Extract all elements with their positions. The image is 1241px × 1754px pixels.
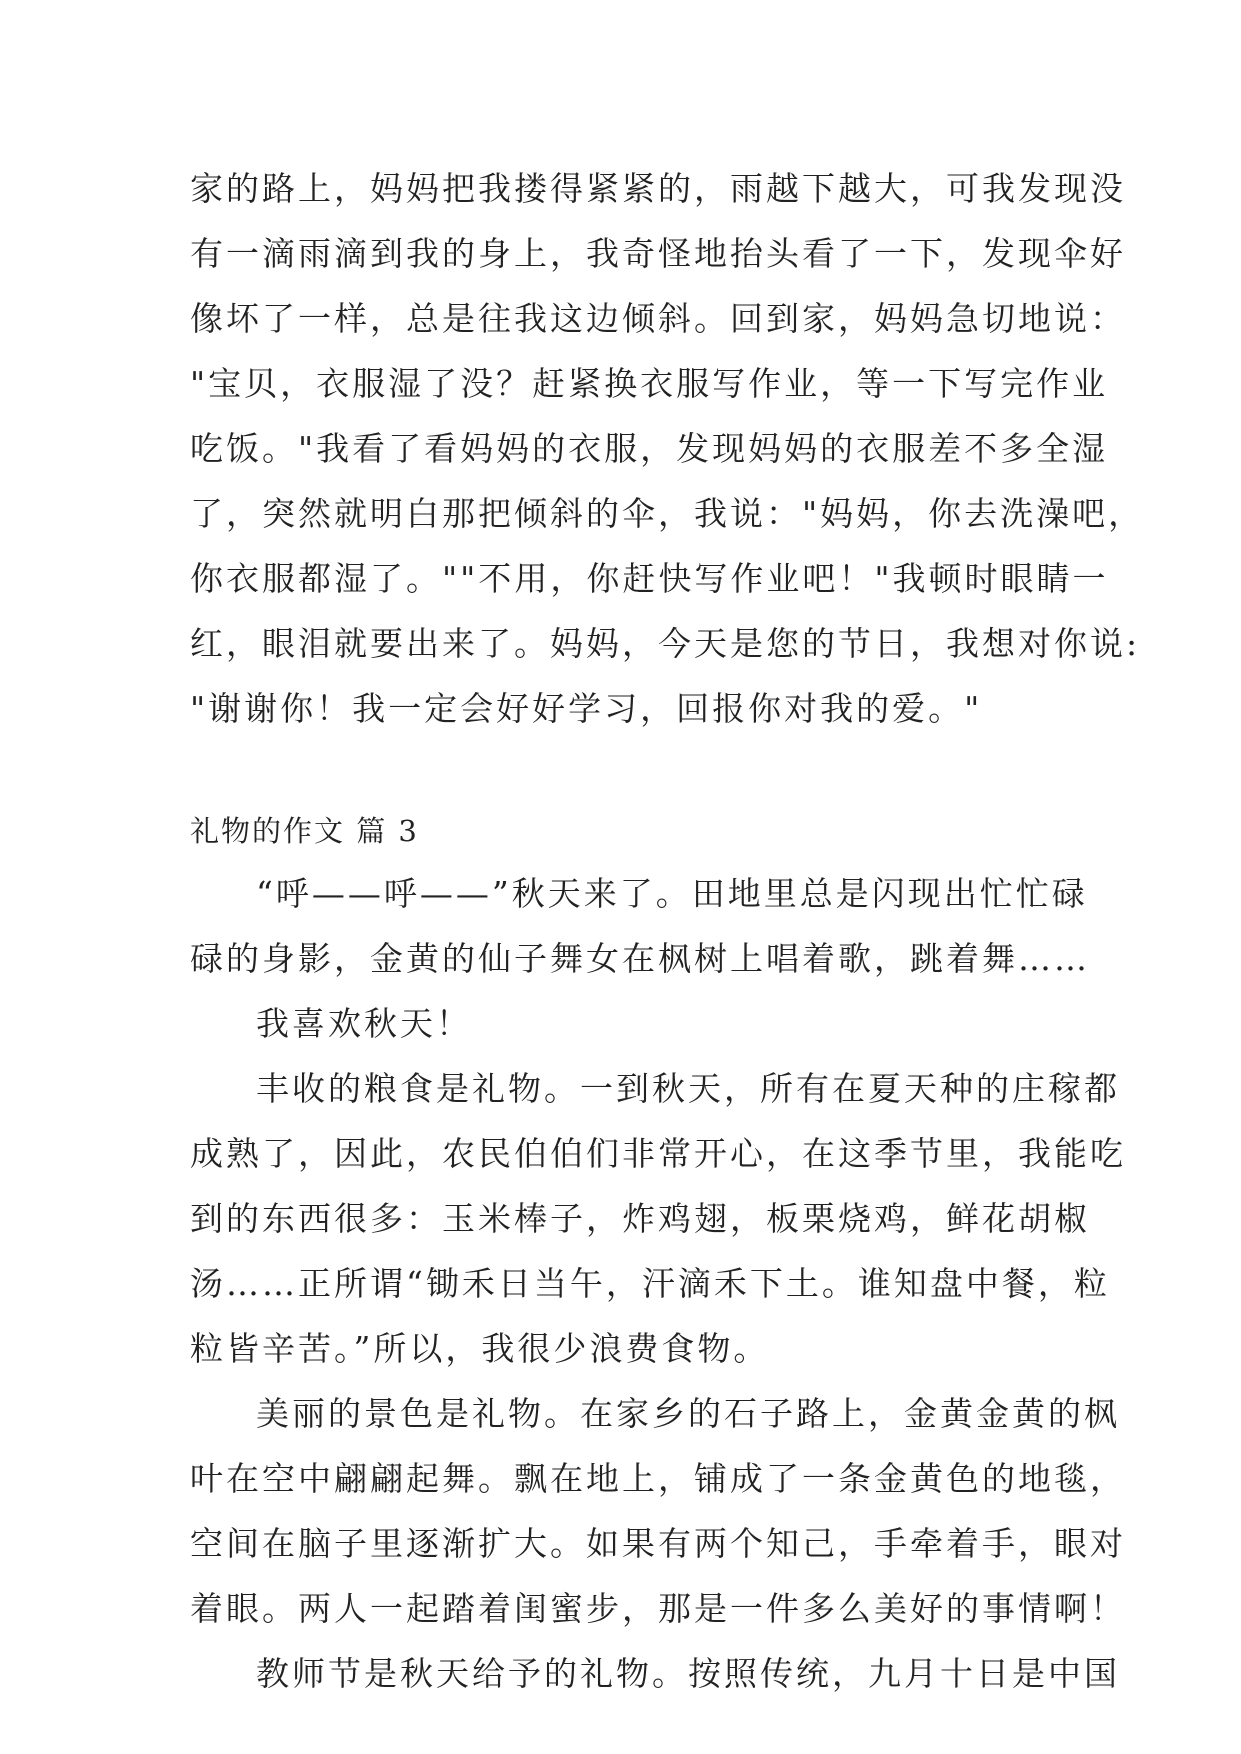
text-line: 汤……正所谓“锄禾日当午，汗滴禾下土。谁知盘中餐，粒 (190, 1264, 1110, 1303)
text-line: 叶在空中翩翩起舞。飘在地上，铺成了一条金黄色的地毯， (190, 1459, 1126, 1498)
text-line: 粒皆辛苦。”所以，我很少浪费食物。 (190, 1329, 770, 1368)
paragraph-like-autumn (190, 991, 1050, 1056)
text-line: 你衣服都湿了。""不用，你赶快写作业吧！"我顿时眼睛一 (190, 559, 1109, 598)
paragraph-rainy-day (190, 156, 1145, 741)
text-line: 红，眼泪就要出来了。妈妈，今天是您的节日，我想对你说: (190, 624, 1141, 663)
text-line: "宝贝，衣服湿了没？赶紧换衣服写作业，等一下写完作业 (190, 364, 1109, 403)
text-line: 美丽的景色是礼物。在家乡的石子路上，金黄金黄的枫 (256, 1394, 1120, 1433)
section-spacer (190, 741, 1050, 801)
text-line: 着眼。两人一起踏着闺蜜步，那是一件多么美好的事情啊！ (190, 1589, 1126, 1628)
text-line: 我喜欢秋天！ (256, 1004, 472, 1043)
paragraph-autumn-intro (190, 861, 1090, 991)
text-line: “呼——呼——”秋天来了。田地里总是闪现出忙忙碌 (256, 874, 1088, 913)
text-line: 像坏了一样，总是往我这边倾斜。回到家，妈妈急切地说： (190, 299, 1126, 338)
document-page (190, 156, 1145, 1706)
text-line: 吃饭。"我看了看妈妈的衣服，发现妈妈的衣服差不多全湿 (190, 429, 1109, 468)
text-line: 教师节是秋天给予的礼物。按照传统，九月十日是中国 (256, 1654, 1120, 1693)
text-line: 有一滴雨滴到我的身上，我奇怪地抬头看了一下，发现伞好 (190, 234, 1126, 273)
text-line: 到的东西很多：玉米棒子，炸鸡翅，板栗烧鸡，鲜花胡椒 (190, 1199, 1090, 1238)
paragraph-scenery (190, 1381, 1126, 1641)
text-line: 碌的身影，金黄的仙子舞女在枫树上唱着歌，跳着舞…… (190, 939, 1090, 978)
text-line: 丰收的粮食是礼物。一到秋天，所有在夏天种的庄稼都 (256, 1069, 1120, 1108)
text-line: 家的路上，妈妈把我搂得紧紧的，雨越下越大，可我发现没 (190, 169, 1126, 208)
text-line: 了，突然就明白那把倾斜的伞，我说："妈妈，你去洗澡吧， (190, 494, 1145, 533)
paragraph-teachers-day (190, 1641, 1120, 1706)
text-line: "谢谢你！我一定会好好学习，回报你对我的爱。" (190, 689, 983, 728)
section-title: 礼物的作文 篇 3 (190, 814, 419, 848)
paragraph-harvest (190, 1056, 1126, 1381)
text-line: 空间在脑子里逐渐扩大。如果有两个知己，手牵着手，眼对 (190, 1524, 1126, 1563)
text-line: 成熟了，因此，农民伯伯们非常开心，在这季节里，我能吃 (190, 1134, 1126, 1173)
